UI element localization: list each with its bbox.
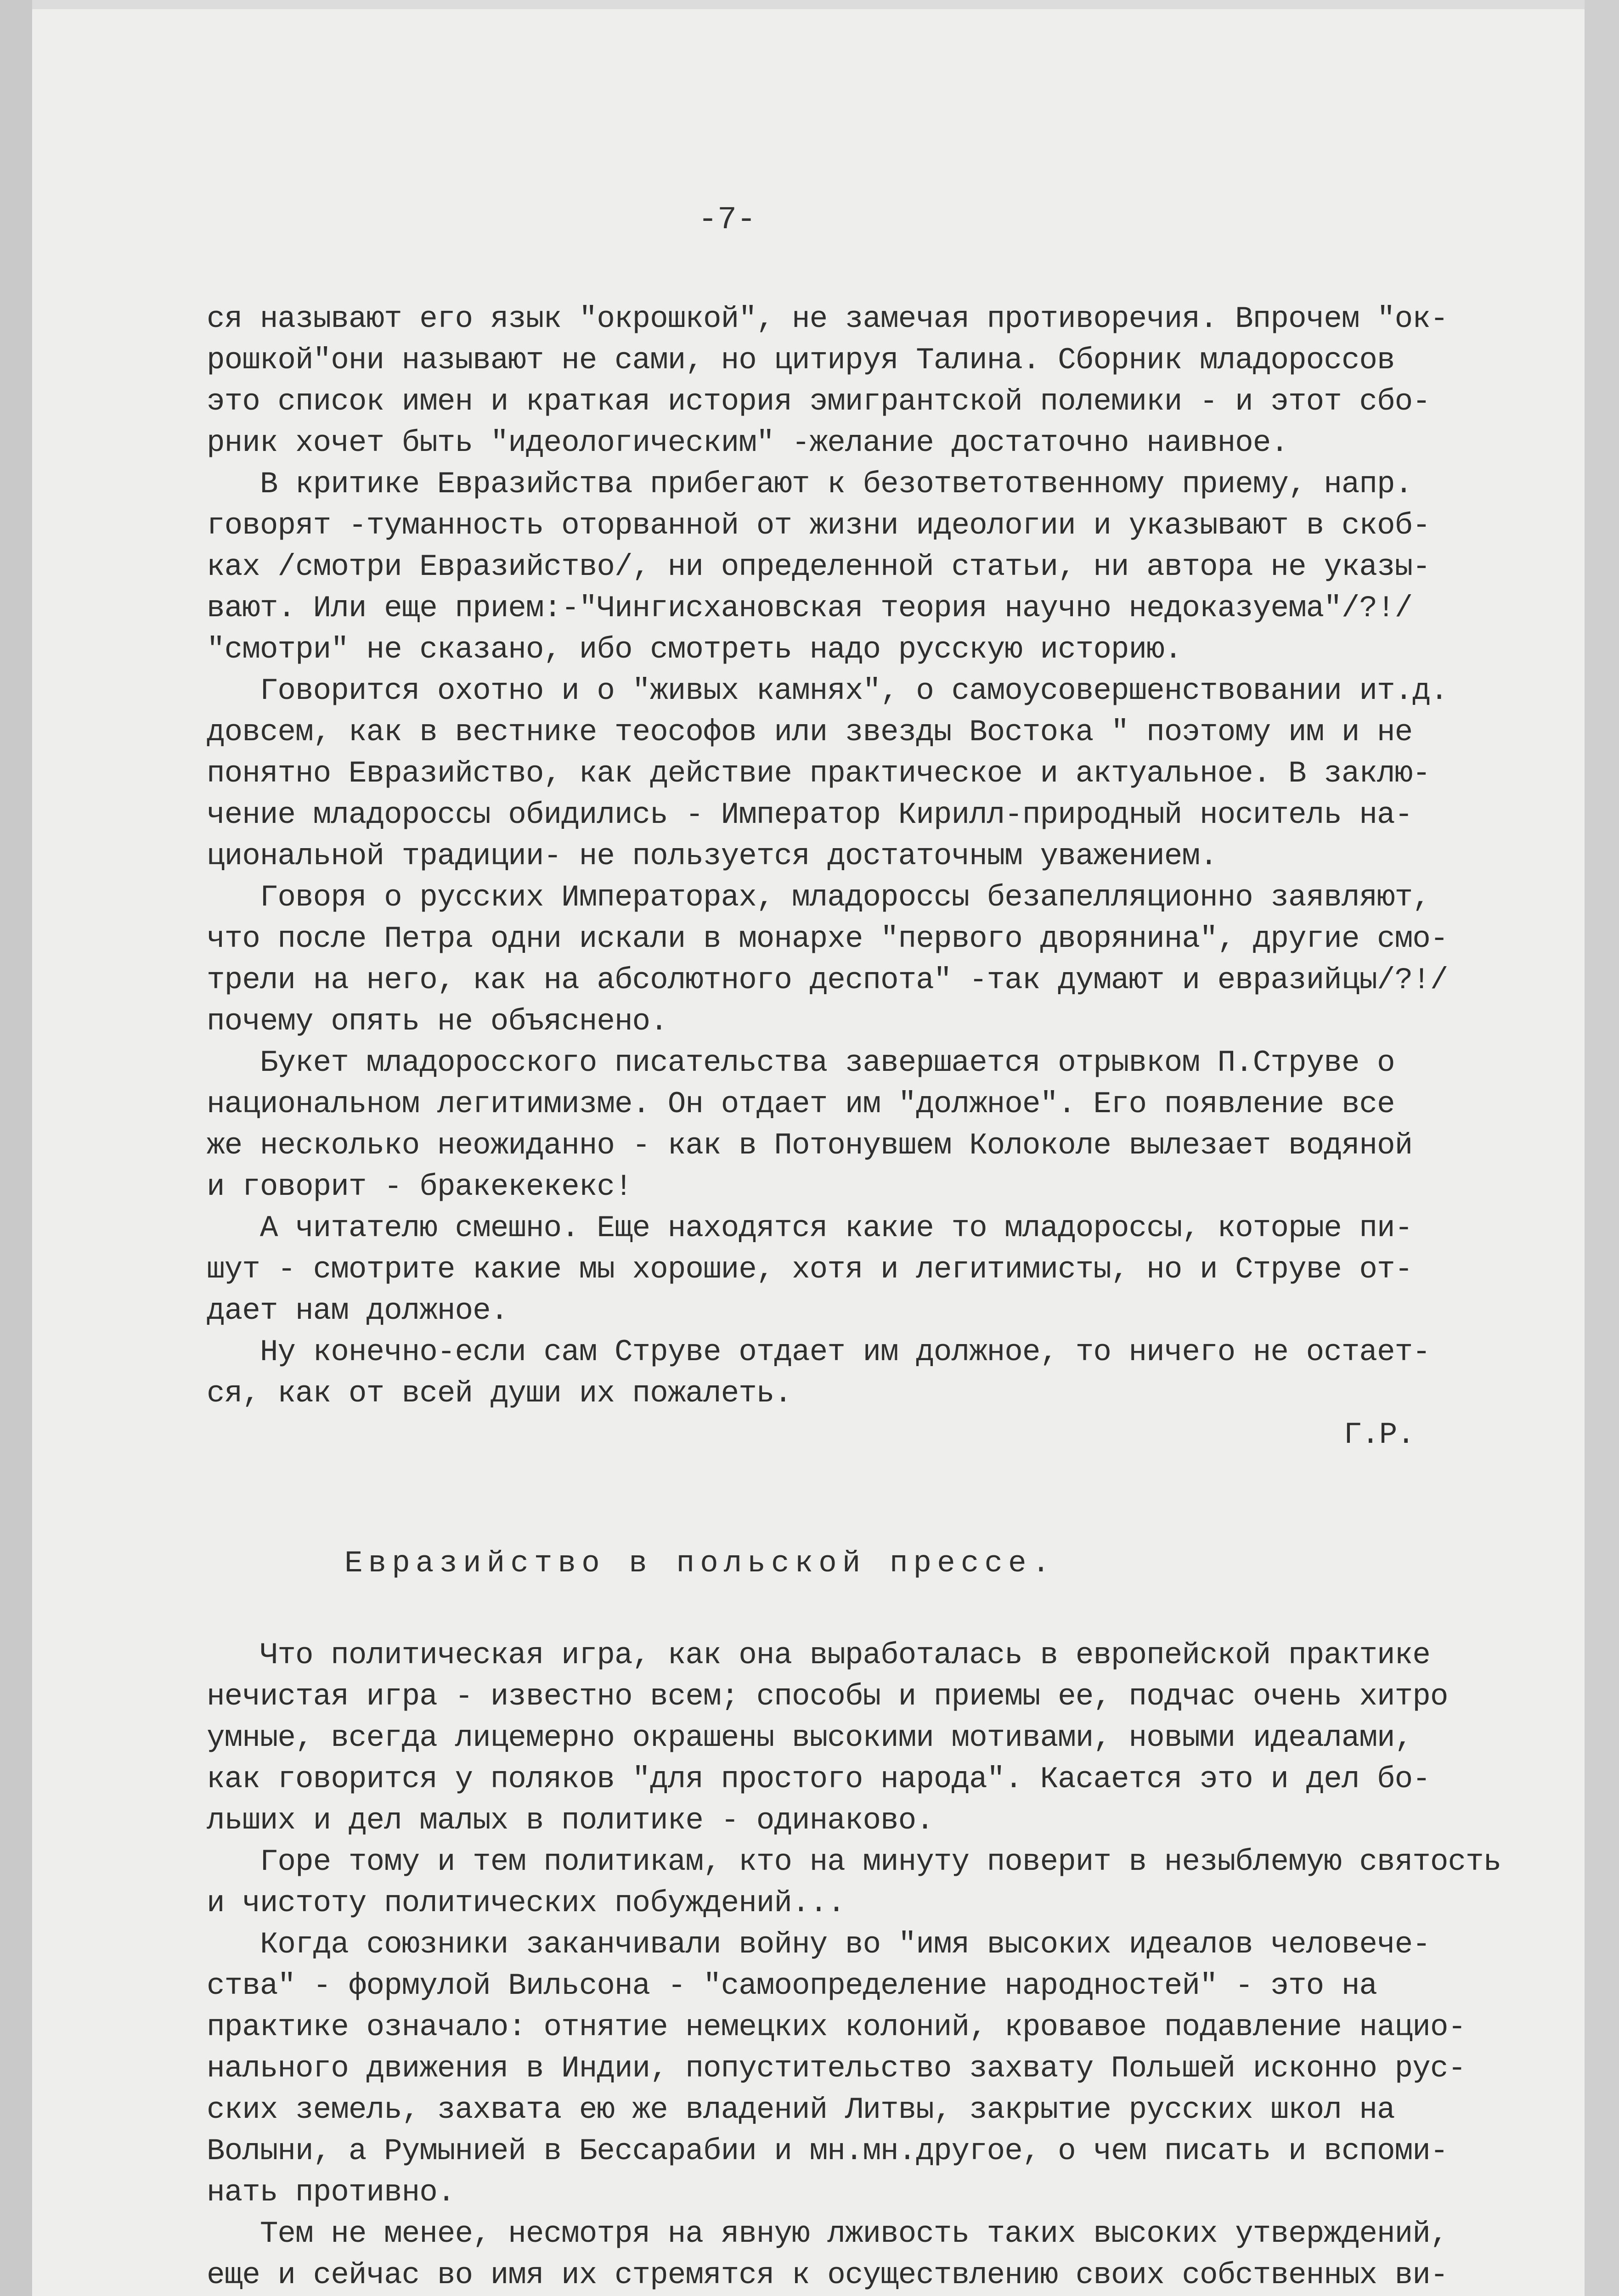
text-line: практике означало: отнятие немецких колоний, кровавое подавление нацио- (207, 2010, 1466, 2044)
scan-right-margin (1585, 0, 1619, 2296)
document-page (32, 9, 1585, 2296)
text-line: рошкой"они называют не сами, но цитируя Талина. Сборник младороссов (207, 343, 1395, 377)
text-line: Что политическая игра, как она выработалась в европейской практике (207, 1638, 1430, 1672)
text-line: и говорит - бракекекекс! (207, 1170, 632, 1204)
text-line: циональной традиции- не пользуется достаточным уважением. (207, 839, 1218, 873)
text-line: Тем не менее, несмотря на явную лживость таких высоких утверждений, (207, 2217, 1448, 2251)
text-line: почему опять не объяснено. (207, 1004, 668, 1039)
text-line: Ну конечно-если сам Струве отдает им должное, то ничего не остает- (207, 1335, 1430, 1369)
text-line: еще и сейчас во имя их стремятся к осуществлению своих собственных ви- (207, 2258, 1448, 2292)
text-block-1 (207, 298, 1575, 1414)
text-line: В критике Евразийства прибегают к безответотвенному приему, напр. (207, 467, 1413, 501)
text-line: ся, как от всей души их пожалеть. (207, 1376, 792, 1411)
text-line: же несколько неожиданно - как в Потонувшем Колоколе вылезает водяной (207, 1128, 1413, 1163)
text-line: чение младороссы обидились - Император Кирилл-природный носитель на- (207, 798, 1413, 832)
text-line: льших и дел малых в политике - одинаково. (207, 1803, 934, 1838)
text-line: умные, всегда лицемерно окрашены высокими мотивами, новыми идеалами, (207, 1721, 1413, 1755)
text-line: дает нам должное. (207, 1294, 508, 1328)
page-number: -7- (698, 202, 756, 238)
text-line: ся называют его язык "окрошкой", не замечая противоречия. Впрочем "ок- (207, 302, 1448, 336)
text-line: Горе тому и тем политикам, кто на минуту поверит в незыблемую святость (207, 1845, 1501, 1879)
text-line: ства" - формулой Вильсона - "самоопределение народностей" - это на (207, 1969, 1377, 2003)
spacer (207, 1584, 1575, 1635)
text-line: понятно Евразийство, как действие практическое и актуальное. В заклю- (207, 756, 1430, 791)
text-line: А читателю смешно. Еще находятся какие то младороссы, которые пи- (207, 1211, 1413, 1245)
text-line: как говорится у поляков "для простого народа". Касается это и дел бо- (207, 1762, 1430, 1796)
text-line: говорят -туманность оторванной от жизни идеологии и указывают в скоб- (207, 508, 1430, 543)
section-heading: Евразийство в польской прессе. (344, 1546, 1056, 1581)
scan-left-margin (0, 0, 32, 2296)
signature: Г.Р. (1343, 1418, 1415, 1452)
text-line: шут - смотрите какие мы хорошие, хотя и легитимисты, но и Струве от- (207, 1252, 1413, 1287)
text-line: национальном легитимизме. Он отдает им "должное". Его появление все (207, 1087, 1395, 1121)
text-line: вают. Или еще прием:-"Чингисхановская теория научно недоказуема"/?!/ (207, 591, 1413, 625)
document-body (207, 298, 1575, 2296)
text-line: Говорится охотно и о "живых камнях", о самоусовершенствовании ит.д. (207, 674, 1448, 708)
text-line: довсем, как в вестнике теософов или звезды Востока " поэтому им и не (207, 715, 1413, 749)
text-line: Букет младоросского писательства завершается отрывком П.Струве о (207, 1046, 1395, 1080)
text-line: это список имен и краткая история эмигрантской полемики - и этот сбо- (207, 384, 1430, 419)
text-line: что после Петра одни искали в монархе "первого дворянина", другие смо- (207, 922, 1448, 956)
text-line: нального движения в Индии, попустительство захвату Польшей исконно рус- (207, 2051, 1466, 2086)
text-block-2 (207, 1635, 1575, 2296)
text-line: и чистоту политических побуждений... (207, 1886, 845, 1920)
text-line: нать противно. (207, 2175, 455, 2210)
text-line: "смотри" не сказано, ибо смотреть надо русскую историю. (207, 632, 1182, 667)
text-line: ках /смотри Евразийство/, ни определенной статьи, ни автора не указы- (207, 550, 1430, 584)
text-line: Когда союзники заканчивали войну во "имя высоких идеалов человече- (207, 1927, 1430, 1962)
text-line: ских земель, захвата ею же владений Литвы, закрытие русских школ на (207, 2093, 1395, 2127)
text-line: трели на него, как на абсолютного деспота" -так думают и евразийцы/?!/ (207, 963, 1448, 997)
text-line: нечистая игра - известно всем; способы и приемы ее, подчас очень хитро (207, 1679, 1448, 1714)
text-line: рник хочет быть "идеологическим" -желание достаточно наивное. (207, 426, 1288, 460)
text-line: Волыни, а Румынией в Бессарабии и мн.мн.другое, о чем писать и вспоми- (207, 2134, 1448, 2168)
text-line: Говоря о русских Императорах, младороссы безапелляционно заявляют, (207, 880, 1430, 915)
